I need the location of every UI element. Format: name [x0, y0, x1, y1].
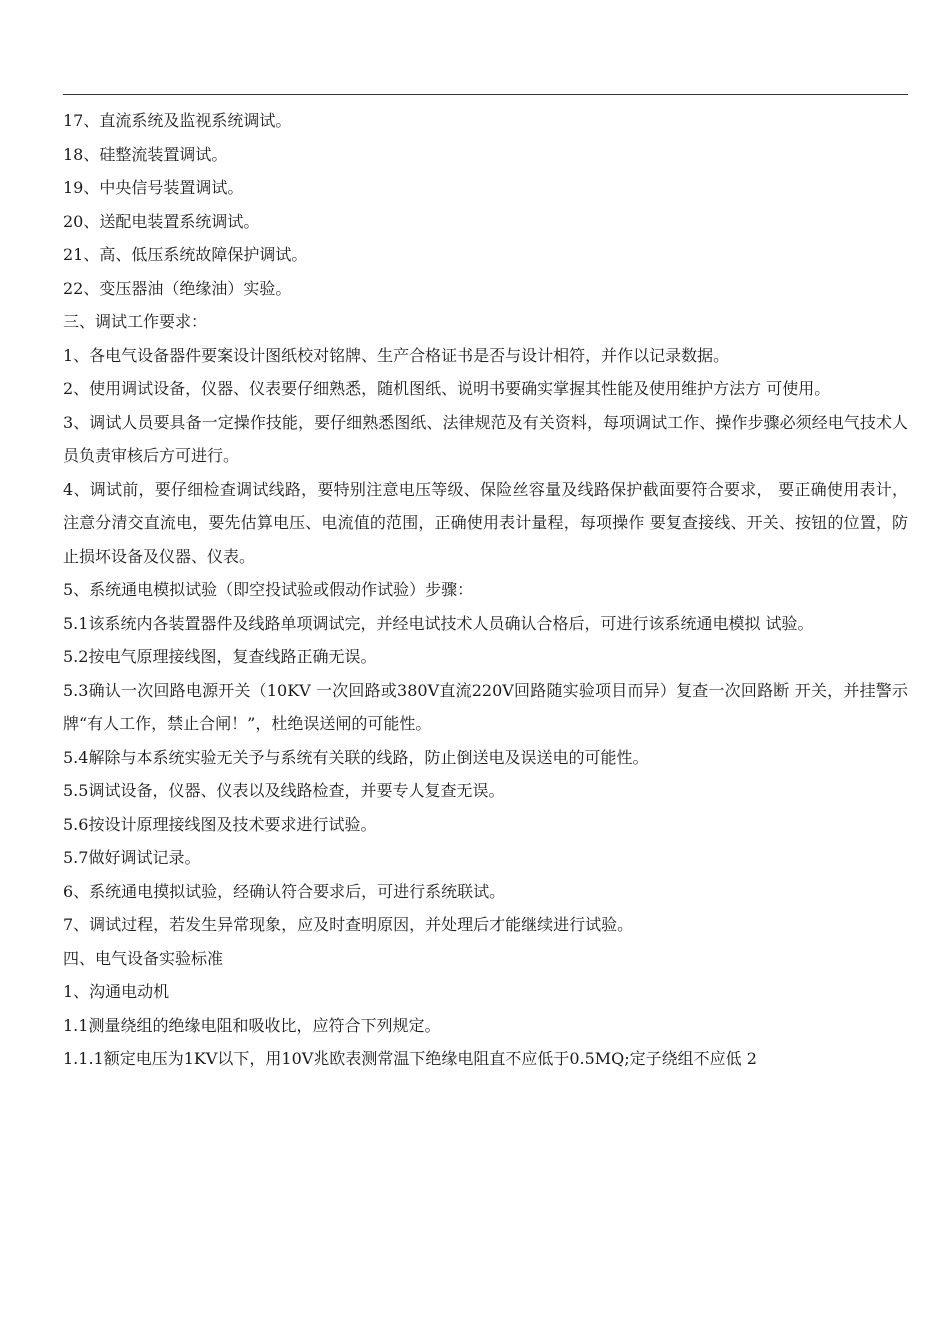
paragraph: 1.1.1额定电压为1KV以下，用10V兆欧表测常温下绝缘电阻直不应低于0.5MQ;定子绕组不应低 2	[63, 1049, 757, 1068]
paragraph: 1、各电气设备器件要案设计图纸校对铭牌、生产合格证书是否与设计相符，并作以记录数据。	[63, 345, 730, 365]
paragraph: 5.6按设计原理接线图及技术要求进行试验。	[63, 814, 377, 834]
paragraph: 1、沟通电动机	[63, 982, 170, 1001]
paragraph: 18、硅整流装置调试。	[63, 144, 228, 164]
paragraph: 22、变压器油（绝缘油）实验。	[63, 278, 292, 298]
paragraph: 5、系统通电模拟试验（即空投试验或假动作试验）步骤：	[63, 580, 474, 599]
paragraph: 21、高、低压系统故障保护调试。	[63, 245, 308, 264]
paragraph: 6、系统通电摸拟试验，经确认符合要求后，可进行系统联试。	[63, 881, 506, 901]
paragraph: 5.5调试设备，仪器、仪表以及线路检查，并要专人复查无误。	[63, 781, 505, 800]
paragraph: 5.3确认一次回路电源开关（10KV 一次回路或380V直流220V回路随实验项目而异）复查一次回路断 开关，并挂警示牌“有人工作，禁止合闸！”，杜绝误送闸的可能性。	[63, 680, 908, 733]
paragraph: 19、中央信号装置调试。	[63, 178, 244, 197]
paragraph: 20、送配电装置系统调试。	[63, 211, 260, 231]
document-body	[63, 104, 908, 1076]
paragraph: 7、调试过程，若发生异常现象，应及时查明原因，并处理后才能继续进行试验。	[63, 915, 634, 934]
paragraph: 5.2按电气原理接线图，复查线路正确无误。	[63, 647, 377, 666]
paragraph: 5.1该系统内各装置器件及线路单项调试完，并经电试技术人员确认合格后，可进行该系统通电模拟 试验。	[63, 613, 814, 633]
paragraph: 2、使用调试设备，仪器、仪表要仔细熟悉，随机图纸、说明书要确实掌握其性能及使用维护方法方 可使用。	[63, 379, 831, 398]
header-rule	[63, 94, 908, 95]
section-heading: 三、调试工作要求：	[63, 312, 208, 331]
paragraph: 5.7做好调试记录。	[63, 848, 201, 867]
paragraph: 1.1测量绕组的绝缘电阻和吸收比，应符合下列规定。	[63, 1015, 441, 1035]
paragraph: 17、直流系统及监视系统调试。	[63, 111, 292, 130]
paragraph: 3、调试人员要具备一定操作技能，要仔细熟悉图纸、法律规范及有关资料，每项调试工作、操作步骤必须经电气技术人员负责审核后方可进行。	[63, 412, 908, 465]
paragraph: 5.4解除与本系统实验无关予与系统有关联的线路，防止倒送电及误送电的可能性。	[63, 747, 649, 767]
paragraph: 4、调试前，要仔细检查调试线路，要特别注意电压等级、保险丝容量及线路保护截面要符合要求， 要正确使用表计，注意分清交直流电，要先估算电压、电流值的范围，正确使用表计量程，每项操作 要复查接线、开关、按钮的位置，防止损坏设备及仪器、仪表。	[63, 479, 908, 566]
section-heading: 四、电气设备实验标准	[63, 948, 224, 968]
